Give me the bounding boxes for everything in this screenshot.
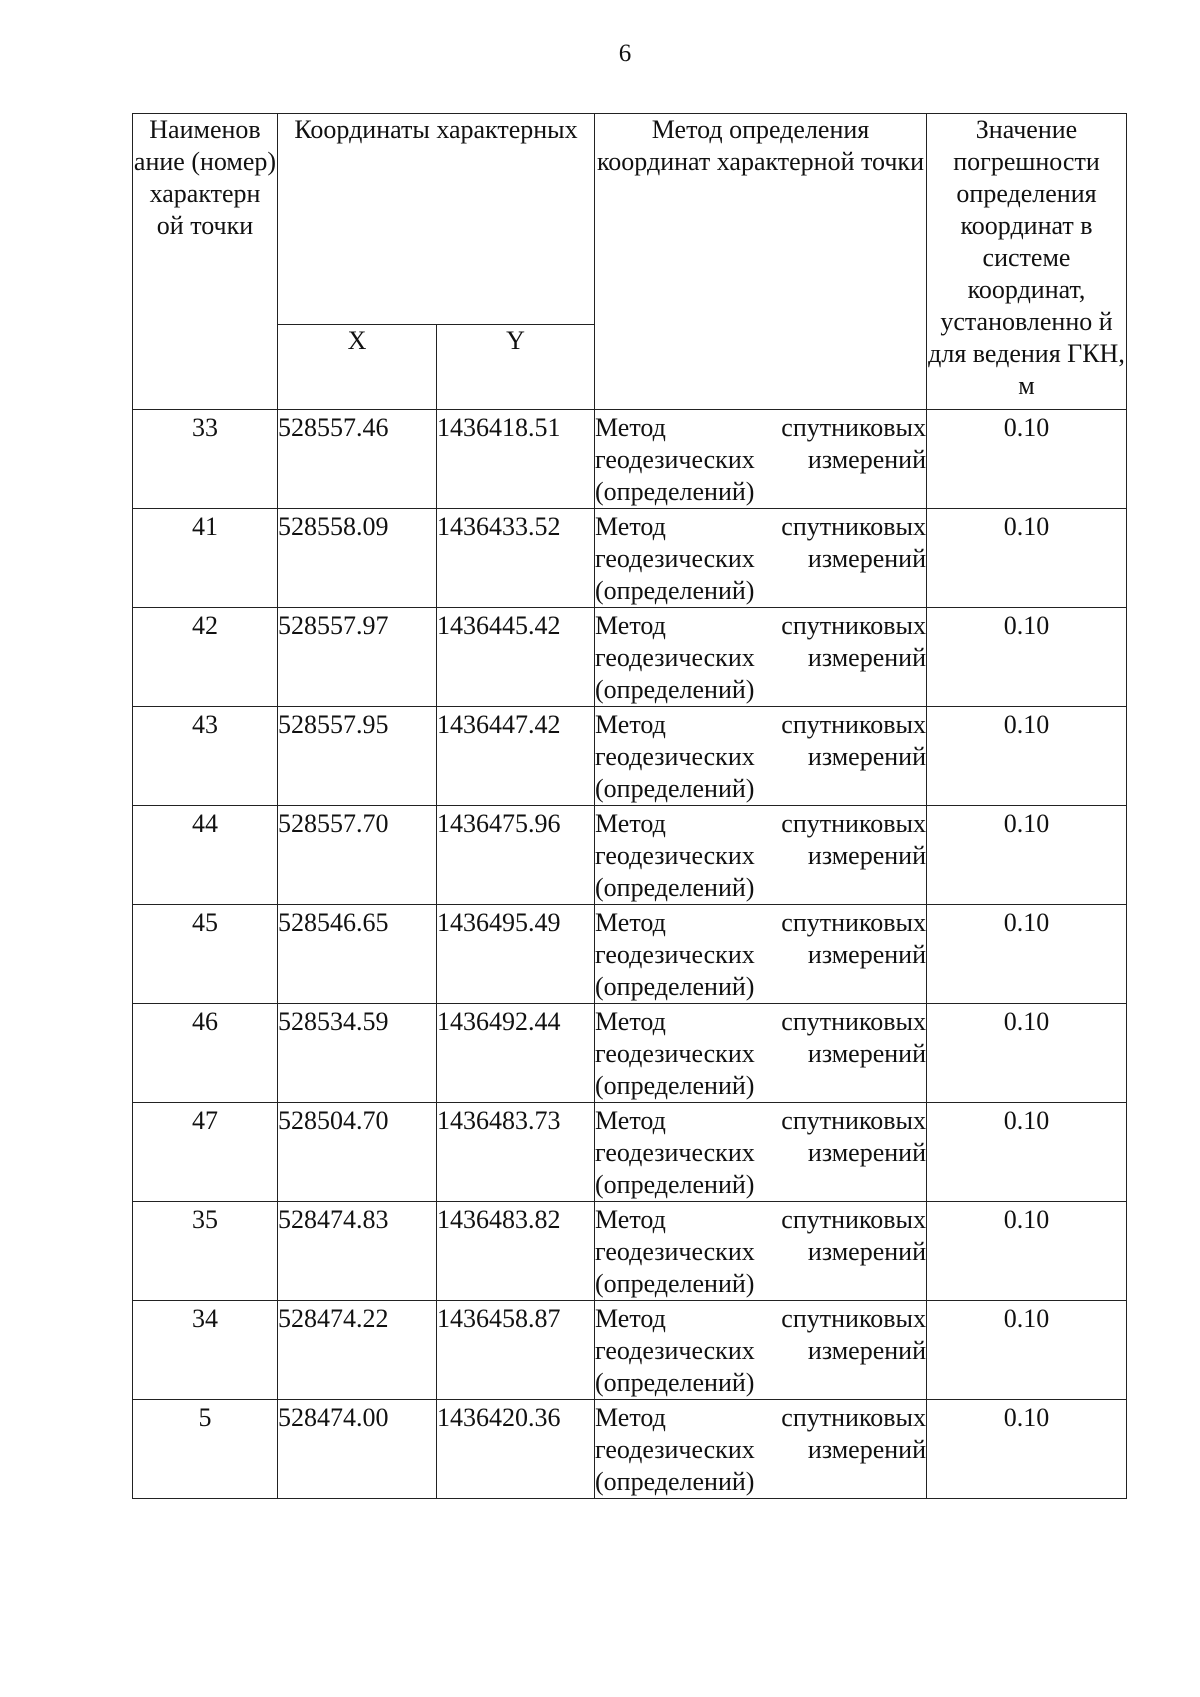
method-word-2: спутниковых <box>781 1304 926 1333</box>
point-number: 33 <box>133 410 278 509</box>
point-number: 34 <box>133 1301 278 1400</box>
point-number: 42 <box>133 608 278 707</box>
method-word-2: спутниковых <box>781 710 926 739</box>
point-number: 35 <box>133 1202 278 1301</box>
method-rest: геодезических измерений (определений) <box>595 1435 926 1496</box>
method-word-2: спутниковых <box>781 1205 926 1234</box>
table-row <box>133 1103 1127 1202</box>
table-row <box>133 608 1127 707</box>
method-word-1: Метод <box>595 413 666 442</box>
header-error: Значение погрешности определения координат в системе координат, установленно й для ведения ГКН, м <box>927 114 1127 410</box>
x-value: 528504.70 <box>278 1103 437 1202</box>
error-value: 0.10 <box>927 410 1127 509</box>
method-cell <box>595 1202 927 1301</box>
x-value: 528534.59 <box>278 1004 437 1103</box>
method-rest: геодезических измерений (определений) <box>595 643 926 704</box>
x-value: 528558.09 <box>278 509 437 608</box>
table-header <box>133 114 1127 410</box>
error-value: 0.10 <box>927 509 1127 608</box>
method-word-1: Метод <box>595 908 666 937</box>
y-value: 1436445.42 <box>437 608 595 707</box>
x-value: 528474.83 <box>278 1202 437 1301</box>
method-word-1: Метод <box>595 1205 666 1234</box>
error-value: 0.10 <box>927 1202 1127 1301</box>
method-word-2: спутниковых <box>781 1403 926 1432</box>
x-value: 528557.95 <box>278 707 437 806</box>
method-rest: геодезических измерений (определений) <box>595 445 926 506</box>
table-row <box>133 806 1127 905</box>
method-rest: геодезических измерений (определений) <box>595 1138 926 1199</box>
method-cell <box>595 1004 927 1103</box>
method-word-1: Метод <box>595 1007 666 1036</box>
point-number: 45 <box>133 905 278 1004</box>
error-value: 0.10 <box>927 1004 1127 1103</box>
method-rest: геодезических измерений (определений) <box>595 742 926 803</box>
y-value: 1436433.52 <box>437 509 595 608</box>
table-row <box>133 707 1127 806</box>
y-value: 1436447.42 <box>437 707 595 806</box>
y-value: 1436483.82 <box>437 1202 595 1301</box>
table-row <box>133 1301 1127 1400</box>
method-cell <box>595 905 927 1004</box>
method-rest: геодезических измерений (определений) <box>595 1336 926 1397</box>
point-number: 43 <box>133 707 278 806</box>
method-word-2: спутниковых <box>781 809 926 838</box>
error-value: 0.10 <box>927 1400 1127 1499</box>
y-value: 1436492.44 <box>437 1004 595 1103</box>
y-value: 1436420.36 <box>437 1400 595 1499</box>
header-method: Метод определения координат характерной точки <box>595 114 927 410</box>
method-rest: геодезических измерений (определений) <box>595 1237 926 1298</box>
method-rest: геодезических измерений (определений) <box>595 544 926 605</box>
error-value: 0.10 <box>927 707 1127 806</box>
method-cell <box>595 1103 927 1202</box>
error-value: 0.10 <box>927 1103 1127 1202</box>
method-cell <box>595 707 927 806</box>
y-value: 1436483.73 <box>437 1103 595 1202</box>
method-word-2: спутниковых <box>781 611 926 640</box>
method-cell <box>595 410 927 509</box>
method-word-1: Метод <box>595 611 666 640</box>
y-value: 1436458.87 <box>437 1301 595 1400</box>
method-word-2: спутниковых <box>781 512 926 541</box>
method-word-1: Метод <box>595 1106 666 1135</box>
method-word-1: Метод <box>595 512 666 541</box>
method-word-1: Метод <box>595 809 666 838</box>
table-row <box>133 905 1127 1004</box>
method-rest: геодезических измерений (определений) <box>595 1039 926 1100</box>
point-number: 5 <box>133 1400 278 1499</box>
method-cell <box>595 1301 927 1400</box>
y-value: 1436475.96 <box>437 806 595 905</box>
table-row <box>133 509 1127 608</box>
coordinates-table <box>132 113 1127 1499</box>
point-number: 41 <box>133 509 278 608</box>
method-word-2: спутниковых <box>781 908 926 937</box>
header-point-name: Наименов ание (номер) характерн ой точки <box>133 114 278 410</box>
method-cell <box>595 806 927 905</box>
header-x: X <box>278 325 437 410</box>
method-cell <box>595 509 927 608</box>
method-cell <box>595 608 927 707</box>
table-row <box>133 1400 1127 1499</box>
error-value: 0.10 <box>927 806 1127 905</box>
method-word-2: спутниковых <box>781 1106 926 1135</box>
method-word-2: спутниковых <box>781 413 926 442</box>
point-number: 46 <box>133 1004 278 1103</box>
error-value: 0.10 <box>927 1301 1127 1400</box>
y-value: 1436495.49 <box>437 905 595 1004</box>
method-word-1: Метод <box>595 1403 666 1432</box>
table-body <box>133 410 1127 1499</box>
method-rest: геодезических измерений (определений) <box>595 841 926 902</box>
x-value: 528557.97 <box>278 608 437 707</box>
point-number: 47 <box>133 1103 278 1202</box>
table-row <box>133 1202 1127 1301</box>
error-value: 0.10 <box>927 905 1127 1004</box>
y-value: 1436418.51 <box>437 410 595 509</box>
method-word-1: Метод <box>595 1304 666 1333</box>
x-value: 528474.00 <box>278 1400 437 1499</box>
table-row <box>133 410 1127 509</box>
header-coordinates: Координаты характерных <box>278 114 595 325</box>
page-number: 6 <box>618 40 632 67</box>
x-value: 528557.70 <box>278 806 437 905</box>
x-value: 528557.46 <box>278 410 437 509</box>
method-word-1: Метод <box>595 710 666 739</box>
header-y: Y <box>437 325 595 410</box>
method-rest: геодезических измерений (определений) <box>595 940 926 1001</box>
method-cell <box>595 1400 927 1499</box>
x-value: 528474.22 <box>278 1301 437 1400</box>
table-row <box>133 1004 1127 1103</box>
x-value: 528546.65 <box>278 905 437 1004</box>
method-word-2: спутниковых <box>781 1007 926 1036</box>
point-number: 44 <box>133 806 278 905</box>
error-value: 0.10 <box>927 608 1127 707</box>
